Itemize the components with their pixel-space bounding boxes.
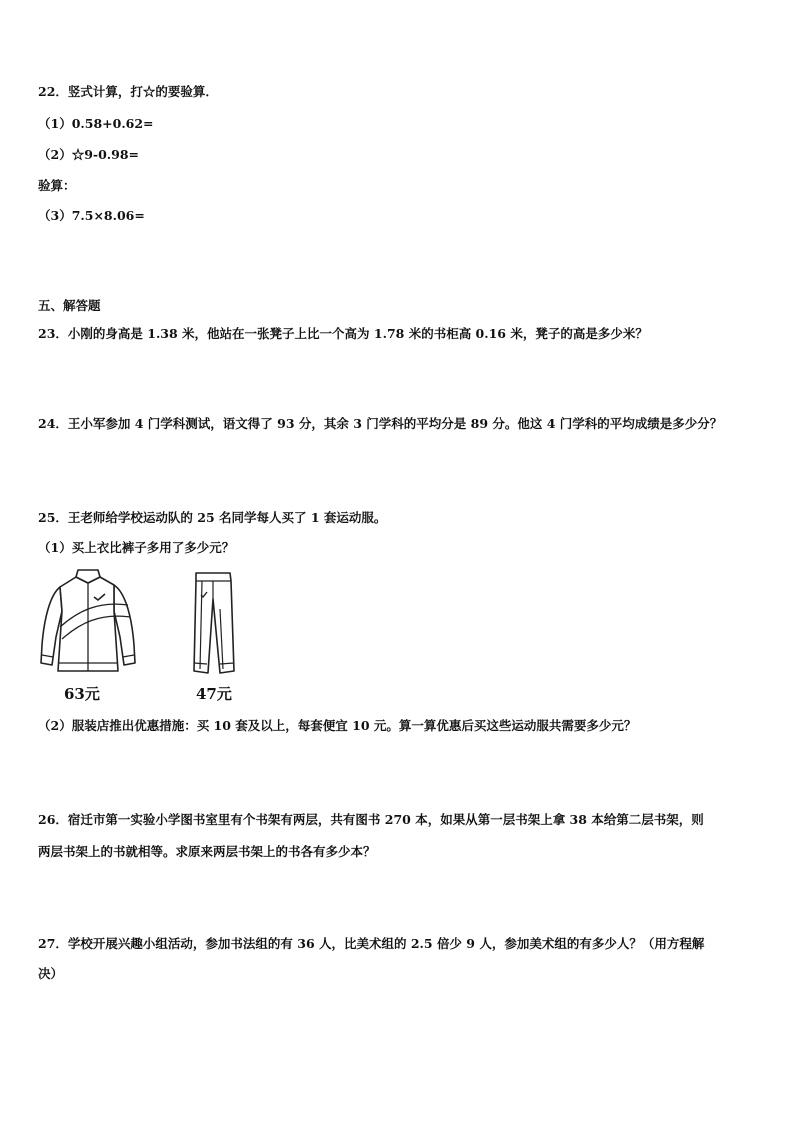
- pants-icon: [190, 569, 236, 677]
- q23-text: 23．小刚的身高是 1.38 米，他站在一张凳子上比一个高为 1.78 米的书柜高 0.16 米，凳子的高是多少米？: [38, 326, 648, 341]
- clothing-figure: [38, 567, 248, 707]
- q26-line1: 26．宿迁市第一实验小学图书室里有个书架有两层，共有图书 270 本，如果从第一层书架上拿 38 本给第二层书架，则: [38, 812, 704, 827]
- section-title: 五、解答题: [38, 298, 101, 313]
- q22-part1: （1）0.58+0.62=: [38, 116, 154, 131]
- pants-price: 47元: [196, 685, 232, 703]
- q22-part2: （2）☆9-0.98=: [38, 147, 140, 162]
- q22-stem: 22．竖式计算，打☆的要验算．: [38, 84, 218, 99]
- q24-text: 24．王小军参加 4 门学科测试，语文得了 93 分，其余 3 门学科的平均分是 89 分。他这 4 门学科的平均成绩是多少分？: [38, 416, 723, 431]
- q25-part2: （2）服装店推出优惠措施：买 10 套及以上，每套便宜 10 元。算一算优惠后买这些运动服共需要多少元？: [38, 718, 637, 733]
- jacket-price: 63元: [64, 685, 100, 703]
- q27-line1: 27．学校开展兴趣小组活动，参加书法组的有 36 人，比美术组的 2.5 倍少 9 人，参加美术组的有多少人？（用方程解: [38, 936, 705, 951]
- q22-check-label: 验算：: [38, 178, 76, 193]
- jacket-icon: [38, 567, 138, 675]
- q22-part3: （3）7.5×8.06=: [38, 208, 145, 223]
- q26-line2: 两层书架上的书就相等。求原来两层书架上的书各有多少本？: [38, 844, 376, 859]
- q25-stem: 25．王老师给学校运动队的 25 名同学每人买了 1 套运动服。: [38, 510, 387, 525]
- q27-line2: 决）: [38, 966, 64, 981]
- q25-part1: （1）买上衣比裤子多用了多少元？: [38, 540, 235, 555]
